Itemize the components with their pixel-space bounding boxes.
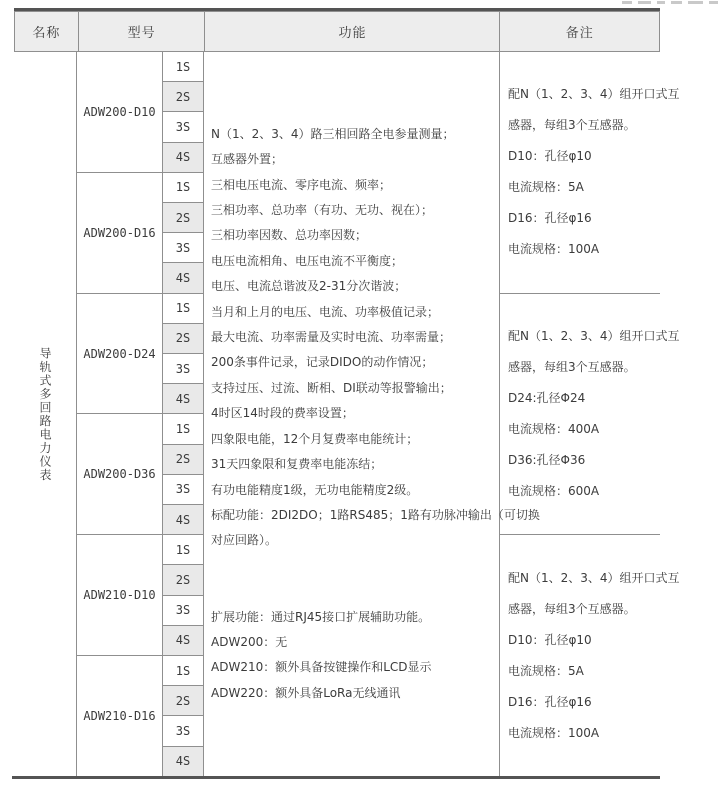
function-line: 电压电流相角、电压电流不平衡度； — [211, 253, 404, 268]
function-line: 最大电流、功率需量及实时电流、功率需量； — [211, 330, 452, 345]
variant-cell: 1S — [163, 535, 203, 565]
function-line: 200条事件记录，记录DIDO的动作情况； — [211, 355, 434, 370]
function-line: 对应回路）。 — [211, 533, 278, 548]
function-line: 电压、电流总谐波及2-31分次谐波； — [211, 279, 407, 294]
remark-line: D10：孔径φ10 — [508, 632, 592, 647]
function-line: N（1、2、3、4）路三相回路全电参量测量； — [211, 126, 455, 141]
function-line: 4时区14时段的费率设置； — [211, 406, 354, 421]
variant-cell: 4S — [163, 263, 203, 293]
variant-cell: 4S — [163, 626, 203, 656]
remark-line: 电流规格：5A — [508, 180, 584, 195]
variant-cell: 1S — [163, 173, 203, 203]
header-cell-model: 型号 — [78, 12, 205, 51]
variant-cell: 2S — [163, 686, 203, 716]
table-bottom-rule — [12, 776, 660, 779]
function-line: 标配功能：2DI2DO；1路RS485；1路有功脉冲输出（可切换 — [211, 507, 540, 522]
remark-block — [500, 535, 680, 776]
function-line: 有功电能精度1级，无功电能精度2级。 — [211, 482, 419, 497]
remark-line: 电流规格：600A — [508, 484, 600, 498]
cropped-header-fragment — [622, 1, 718, 4]
remark-line: 电流规格：100A — [508, 725, 600, 740]
remark-line: 配N（1、2、3、4）组开口式互 — [508, 87, 680, 102]
remark-block — [500, 294, 680, 536]
remark-block — [500, 52, 680, 294]
remark-line: 电流规格：100A — [508, 242, 600, 257]
function-line: 扩展功能：通过RJ45接口扩展辅助功能。 — [211, 609, 431, 624]
variant-cell: 2S — [163, 82, 203, 112]
model-cell: ADW210-D10 — [77, 535, 162, 656]
remark-line: 感器，每组3个互感器。 — [508, 601, 636, 616]
variant-cell: 1S — [163, 52, 203, 82]
variant-cell: 3S — [163, 596, 203, 626]
function-line: ADW210：额外具备按键操作和LCD显示 — [211, 660, 432, 675]
remark-line: 感器，每组3个互感器。 — [508, 360, 636, 374]
function-cell — [204, 52, 540, 776]
remark-column — [500, 52, 680, 776]
variant-cell: 2S — [163, 565, 203, 595]
model-cell: ADW200-D24 — [77, 294, 162, 415]
category-cell — [14, 52, 77, 776]
variant-cell: 4S — [163, 143, 203, 173]
variant-cell: 3S — [163, 112, 203, 142]
function-line: 当月和上月的电压、电流、功率极值记录； — [211, 304, 440, 319]
model-cell: ADW200-D36 — [77, 414, 162, 535]
variant-column — [163, 52, 204, 776]
remark-line: D16：孔径φ16 — [508, 694, 592, 709]
function-line — [211, 579, 499, 604]
model-cell: ADW200-D10 — [77, 52, 162, 173]
function-line: 互感器外置； — [211, 152, 284, 167]
model-cell: ADW210-D16 — [83, 709, 156, 724]
variant-cell: 4S — [163, 384, 203, 414]
variant-cell: 3S — [163, 475, 203, 505]
variant-cell: 2S — [163, 324, 203, 354]
table-header-row — [14, 11, 660, 52]
variant-cell: 1S — [163, 656, 203, 686]
function-line: 支持过压、过流、断相、DI联动等报警输出； — [211, 380, 452, 395]
remark-line: 电流规格：400A — [508, 422, 600, 436]
remark-line: D10：孔径φ10 — [508, 149, 592, 164]
remark-line: 配N（1、2、3、4）组开口式互 — [508, 570, 680, 585]
variant-cell: 3S — [163, 716, 203, 746]
function-line: 四象限电能，12个月复费率电能统计； — [211, 431, 419, 446]
function-line — [211, 554, 499, 579]
function-line: 三相功率因数、总功率因数； — [211, 228, 368, 243]
variant-cell: 3S — [163, 233, 203, 263]
remark-line: D16：孔径φ16 — [508, 211, 592, 226]
remark-line: 感器，每组3个互感器。 — [508, 118, 636, 133]
function-line: ADW220：额外具备LoRa无线通讯 — [211, 685, 401, 700]
variant-cell: 4S — [163, 747, 203, 776]
header-cell-remark: 备注 — [499, 12, 659, 51]
remark-line: 电流规格：5A — [508, 663, 584, 678]
category-label: 导轨式多回路电力仪表 — [38, 346, 52, 482]
remark-line: D24:孔径Φ24 — [508, 391, 586, 405]
variant-cell: 1S — [163, 294, 203, 324]
model-column — [77, 52, 163, 776]
function-line: 31天四象限和复费率电能冻结； — [211, 457, 383, 472]
variant-cell: 2S — [163, 203, 203, 233]
variant-cell: 1S — [163, 414, 203, 444]
remark-line: D36:孔径Φ36 — [508, 453, 586, 467]
function-line: ADW200：无 — [211, 634, 288, 649]
header-cell-name: 名称 — [32, 26, 61, 41]
variant-cell: 4S — [163, 505, 203, 535]
remark-line: 配N（1、2、3、4）组开口式互 — [508, 329, 680, 343]
variant-cell: 3S — [163, 354, 203, 384]
function-line: 三相功率、总功率（有功、无功、视在）； — [211, 203, 434, 218]
function-line: 三相电压电流、零序电流、频率； — [211, 177, 392, 192]
variant-cell: 2S — [163, 445, 203, 475]
model-cell: ADW200-D16 — [77, 173, 162, 294]
header-cell-function: 功能 — [204, 12, 499, 51]
